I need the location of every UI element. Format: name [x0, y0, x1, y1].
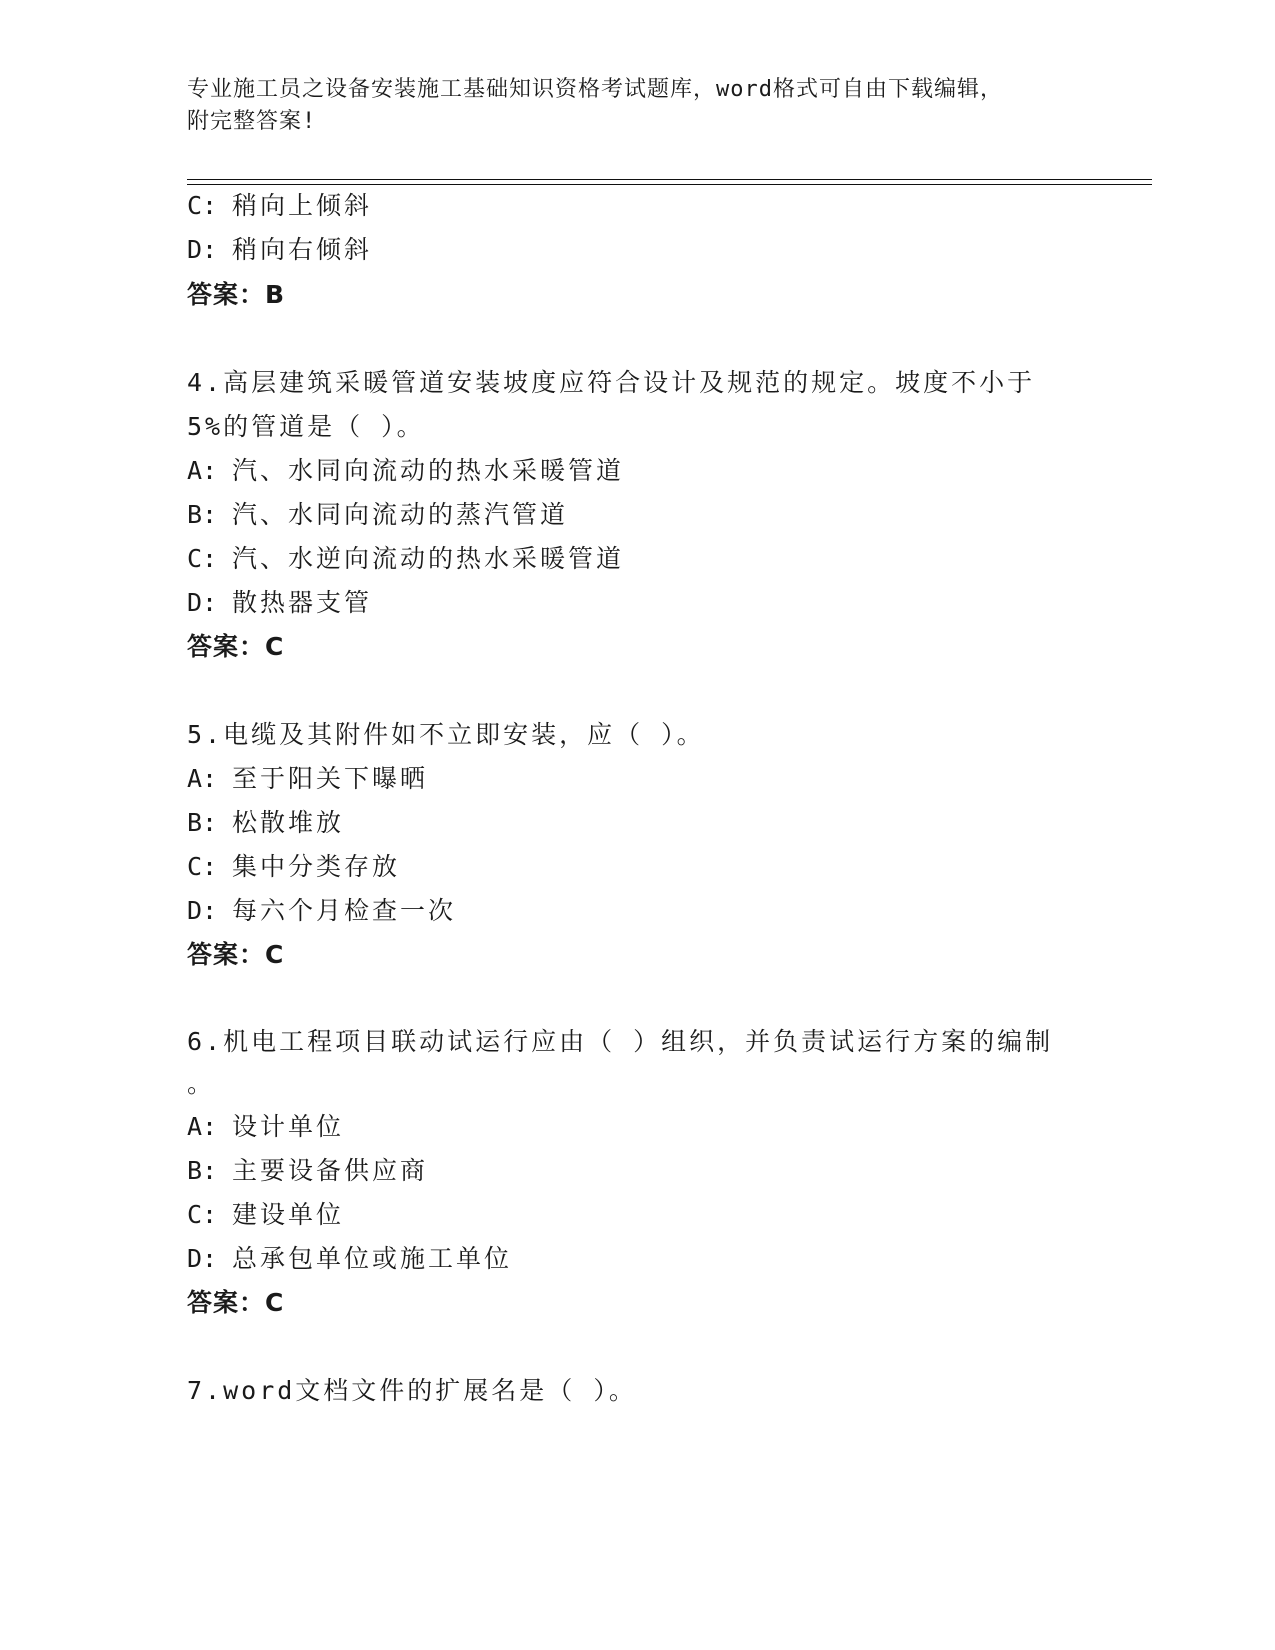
document-header — [187, 74, 1067, 138]
q4-option-c — [187, 543, 624, 575]
option-text: 主要设备供应商 — [232, 1156, 429, 1185]
option-letter: D: — [187, 896, 218, 925]
option-letter: A: — [187, 764, 218, 793]
q3-option-c — [187, 190, 372, 222]
q6-option-a — [187, 1111, 344, 1143]
header-divider-bottom — [187, 184, 1152, 185]
option-text: 至于阳关下曝晒 — [232, 764, 429, 793]
option-text: 每六个月检查一次 — [232, 896, 457, 925]
option-text: 稍向上倾斜 — [232, 191, 373, 220]
q5-stem-line-1: 5.电缆及其附件如不立即安装，应（ ）。 — [187, 720, 705, 749]
option-letter: A: — [187, 1112, 218, 1141]
q5-option-b — [187, 807, 344, 839]
q6-option-c — [187, 1199, 344, 1231]
q4-option-b — [187, 499, 568, 531]
q6-stem-line-1: 6.机电工程项目联动试运行应由（ ）组织，并负责试运行方案的编制 — [187, 1027, 1054, 1056]
q6-option-d — [187, 1243, 512, 1275]
q5-answer: 答案：C — [187, 940, 285, 969]
option-text: 汽、水逆向流动的热水采暖管道 — [232, 544, 625, 573]
header-line-1: 专业施工员之设备安装施工基础知识资格考试题库，word格式可自由下载编辑， — [187, 77, 1003, 102]
q5-option-d — [187, 895, 456, 927]
option-letter: D: — [187, 588, 218, 617]
option-text: 设计单位 — [232, 1112, 345, 1141]
option-letter: B: — [187, 1156, 218, 1185]
option-letter: D: — [187, 235, 218, 264]
q4-option-d — [187, 587, 372, 619]
option-text: 建设单位 — [232, 1200, 345, 1229]
option-letter: C: — [187, 852, 218, 881]
option-text: 散热器支管 — [232, 588, 373, 617]
q7-stem-line-1: 7.word文档文件的扩展名是（ ）。 — [187, 1376, 637, 1405]
option-text: 总承包单位或施工单位 — [232, 1244, 513, 1273]
option-letter: C: — [187, 191, 218, 220]
option-letter: B: — [187, 808, 218, 837]
option-letter: C: — [187, 544, 218, 573]
option-text: 松散堆放 — [232, 808, 345, 837]
q4-stem-line-2: 5%的管道是（ ）。 — [187, 412, 425, 441]
option-letter: D: — [187, 1244, 218, 1273]
q6-stem-line-2: 。 — [187, 1069, 216, 1098]
q6-answer: 答案：C — [187, 1288, 285, 1317]
header-divider-top — [187, 179, 1152, 180]
option-letter: C: — [187, 1200, 218, 1229]
option-text: 汽、水同向流动的热水采暖管道 — [232, 456, 625, 485]
q3-option-d — [187, 234, 372, 266]
option-letter: B: — [187, 500, 218, 529]
option-letter: A: — [187, 456, 218, 485]
option-text: 稍向右倾斜 — [232, 235, 373, 264]
q3-answer: 答案：B — [187, 280, 286, 309]
q4-answer: 答案：C — [187, 632, 285, 661]
option-text: 汽、水同向流动的蒸汽管道 — [232, 500, 569, 529]
q5-option-a — [187, 763, 428, 795]
header-line-2: 附完整答案! — [187, 109, 317, 134]
option-text: 集中分类存放 — [232, 852, 401, 881]
q5-option-c — [187, 851, 400, 883]
q4-stem-line-1: 4.高层建筑采暖管道安装坡度应符合设计及规范的规定。坡度不小于 — [187, 368, 1036, 397]
q4-option-a — [187, 455, 624, 487]
q6-option-b — [187, 1155, 428, 1187]
